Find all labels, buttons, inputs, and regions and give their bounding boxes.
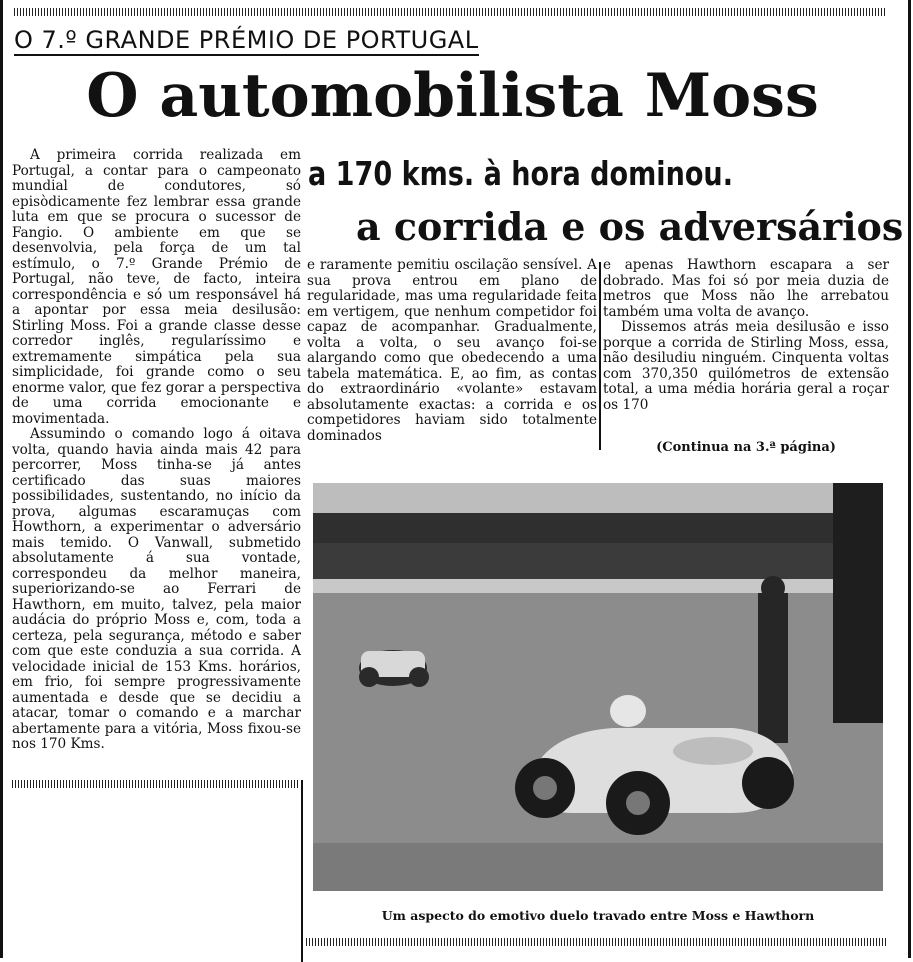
column-divider (301, 780, 303, 962)
subheadline-1: a 170 kms. à hora dominou. (308, 154, 733, 193)
column-2-text: e raramente pemitiu oscilação sensível. A sua prova entrou em plano de regularidade, mas uma regularidade feita em vertigem, que nenhum competidor foi capaz de acompanhar. Gradualmente, volta a volta, o seu avanço foi-se alargando como que obedecendo a uma tabela matemática. E, ao fim, as contas do extraordinário «volante» estavam absolutamente exactas: a corrida e os competidores haviam sido totalmente dominados (307, 257, 597, 444)
column-1-end-rule (12, 780, 298, 788)
article-column-1 (12, 148, 301, 753)
column-1-paragraph-2: Assumindo o comando logo á oitava volta, quando havia ainda mais 42 para percorrer, Moss tinha-se já antes certificado das suas maiores possibilidades, sustentando, no início da prova, algumas escaramuças com Howthorn, a experimentar o adversário mais temido. O Vanwall, submetido absolutamente á sua vontade, correspondeu da melhor maneira, superiorizando-se ao Ferrari de Hawthorn, em muito, talvez, pela maior audácia do próprio Moss e, com, toda a certeza, pela segurança, método e saber com que este conduzia a sua corrida. A velocidade inicial de 153 Kms. horários, em frio, foi sempre progressivamente aumentada e desde que se decidiu a atacar, tomar o comando e a marchar abertamente para a vitória, Moss fixou-se nos 170 Kms. (12, 426, 301, 752)
section-title: O 7.º GRANDE PRÉMIO DE PORTUGAL (14, 26, 479, 54)
continuation-note: (Continua na 3.ª página) (656, 440, 836, 455)
top-ornament-rule (14, 8, 886, 16)
photo-caption: Um aspecto do emotivo duelo travado entre Moss e Hawthorn (381, 908, 815, 923)
subheadline-2: a corrida e os adversários (356, 204, 904, 249)
column-3-paragraph-1: e apenas Hawthorn escapara a ser dobrado. Mas foi só por meia duzia de metros que Moss não lhe arrebatou também uma volta de avanço. (603, 257, 889, 320)
column-divider-2 (599, 262, 601, 450)
race-photo (313, 483, 883, 891)
headline: O automobilista Moss (86, 61, 819, 131)
article-column-3 (603, 258, 889, 413)
bottom-ornament-rule (306, 938, 886, 946)
column-1-paragraph-1: A primeira corrida realizada em Portugal, a contar para o campeonato mundial de condutores, só episòdicamente fez lembrar essa grande luta em que se procura o sucessor de Fangio. O ambiente em que se desenvolvia, pela força de um tal estímulo, o 7.º Grande Prémio de Portugal, não teve, de facto, inteira correspondência e só um responsável há a apontar por essa meia desilusão: Stirling Moss. Foi a grande classe desse corredor inglês, regularíssimo e extremamente simpática pela sua simplicidade, foi grande como o seu enorme valor, que fez gorar a perspectiva de uma corrida emocionante e movimentada. (12, 147, 301, 427)
article-column-2 (307, 258, 597, 444)
column-3-paragraph-2: Dissemos atrás meia desilusão e isso porque a corrida de Stirling Moss, essa, não desiludiu ninguém. Cinquenta voltas com 370,350 quilómetros de extensão total, a uma média horária geral a roçar os 170 (603, 319, 889, 413)
race-photo-image (313, 483, 883, 891)
